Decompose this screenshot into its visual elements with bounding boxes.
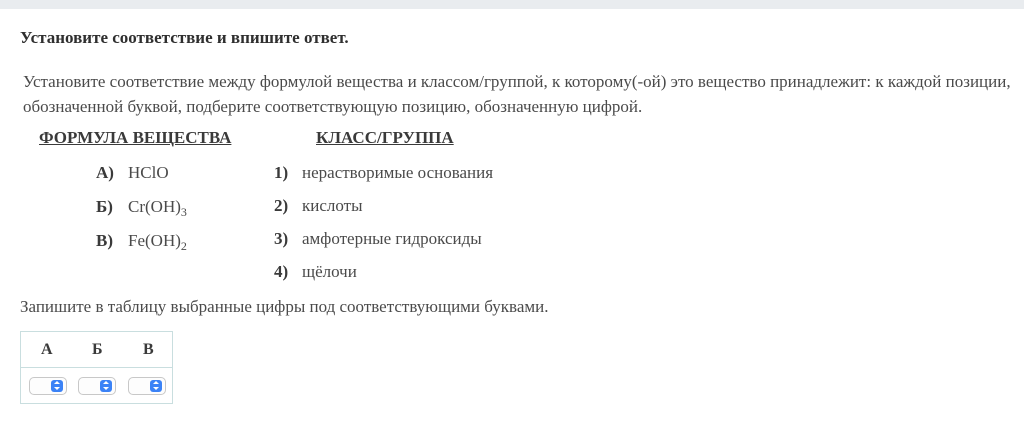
- class-number: 4): [274, 262, 289, 281]
- table-divider: [21, 367, 172, 368]
- class-column-header: КЛАСС/ГРУППА: [316, 128, 454, 147]
- class-item: [274, 229, 482, 249]
- answer-select-b[interactable]: [78, 377, 116, 395]
- answer-select-a[interactable]: [29, 377, 67, 395]
- chevron-up-down-icon: [100, 380, 112, 392]
- formula-column-header: ФОРМУЛА ВЕЩЕСТВА: [39, 128, 232, 147]
- class-item: [274, 163, 493, 183]
- answer-select-v[interactable]: [128, 377, 166, 395]
- formula-item: [96, 163, 169, 186]
- answer-header-b: Б: [92, 341, 103, 358]
- class-item: [274, 196, 363, 216]
- formula-item: [96, 197, 187, 220]
- answer-header-v: В: [143, 341, 154, 358]
- formula-letter: Б): [96, 197, 113, 216]
- answer-instruction: Запишите в таблицу выбранные цифры под соответствующими буквами.: [20, 297, 549, 316]
- formula-subscript: 2: [180, 239, 187, 253]
- class-label: нерастворимые основания: [302, 163, 494, 182]
- class-label: кислоты: [302, 196, 363, 215]
- formula-letter: А): [96, 163, 114, 182]
- chevron-up-down-icon: [150, 380, 162, 392]
- formula-item: [96, 231, 187, 254]
- formula-text: Fe(OH): [128, 231, 181, 250]
- class-number: 1): [274, 163, 289, 182]
- question-text: Установите соответствие между формулой вещества и классом/группой, к которому(-ой) это вещество принадлежит: к каждой позиции, обозначенной буквой, подберите соответствующую позицию, обозначенную цифрой.: [23, 72, 1011, 116]
- task-title: Установите соответствие и впишите ответ.: [20, 28, 349, 47]
- chevron-up-down-icon: [51, 380, 63, 392]
- answer-header-a: А: [41, 341, 53, 358]
- formula-subscript: 3: [180, 205, 187, 219]
- answer-table: [20, 331, 173, 404]
- class-item: [274, 262, 357, 282]
- class-label: щёлочи: [302, 262, 357, 281]
- formula-letter: В): [96, 231, 113, 250]
- class-label: амфотерные гидроксиды: [302, 229, 482, 248]
- top-bar: [0, 0, 1024, 9]
- class-number: 2): [274, 196, 289, 215]
- class-number: 3): [274, 229, 289, 248]
- formula-text: HClO: [128, 163, 169, 182]
- formula-text: Cr(OH): [128, 197, 181, 216]
